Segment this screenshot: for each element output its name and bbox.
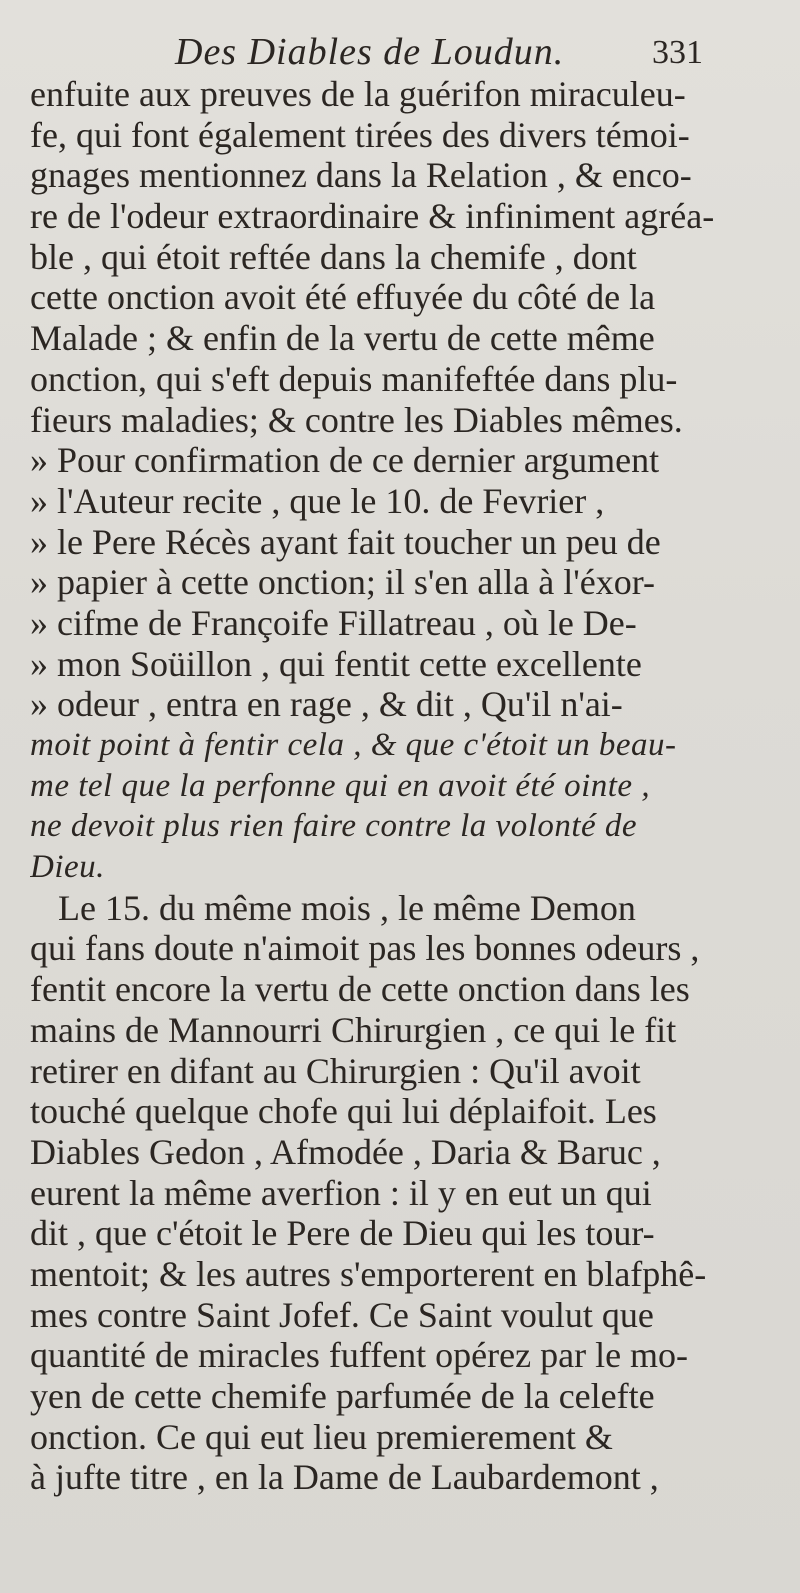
text-line: Malade ; & enfin de la vertu de cette même: [30, 318, 655, 359]
text-line: touché quelque chofe qui lui déplaifoit. Les: [30, 1091, 657, 1132]
quoted-line: » le Pere Récès ayant fait toucher un peu de: [30, 521, 661, 562]
text-line: enfuite aux preuves de la guérifon miraculeu-: [30, 74, 686, 114]
italic-line: moit point à fentir cela , & que c'étoit un beau-: [30, 727, 677, 763]
running-title: Des Diables de Loudun.: [175, 31, 565, 73]
text-line: mains de Mannourri Chirurgien , ce qui le fit: [30, 1009, 677, 1050]
paragraph-start-line: Le 15. du même mois , le même Demon: [58, 887, 636, 928]
text-line: mentoit; & les autres s'emporterent en blafphê-: [30, 1253, 707, 1294]
page-number: 331: [652, 34, 703, 71]
quoted-line: » mon Soüillon , qui fentit cette excellente: [30, 643, 642, 684]
text-line: re de l'odeur extraordinaire & infiniment agréa-: [30, 196, 715, 237]
quoted-line: » odeur , entra en rage , & dit , Qu'il n'ai-: [30, 684, 623, 725]
text-line: fieurs maladies; & contre les Diables mêmes.: [30, 399, 683, 440]
text-line: fentit encore la vertu de cette onction dans les: [30, 969, 690, 1010]
text-line: cette onction avoit été effuyée du côté de la: [30, 277, 656, 318]
text-line: dit , que c'étoit le Pere de Dieu qui les tour-: [30, 1213, 655, 1254]
text-line: gnages mentionnez dans la Relation , & enco-: [30, 155, 692, 196]
text-line: yen de cette chemife parfumée de la celefte: [30, 1376, 655, 1416]
text-line: onction. Ce qui eut lieu premierement &: [30, 1416, 613, 1457]
text-line: fe, qui font également tirées des divers témoi-: [30, 114, 690, 155]
text-line: onction, qui s'eft depuis manifeftée dans plu-: [30, 358, 678, 399]
text-line: Diables Gedon , Afmodée , Daria & Baruc ,: [30, 1131, 661, 1172]
italic-line: ne devoit plus rien faire contre la volonté de: [30, 808, 638, 845]
text-line: retirer en difant au Chirurgien : Qu'il avoit: [30, 1050, 641, 1091]
quoted-line: » l'Auteur recite , que le 10. de Fevrier ,: [30, 480, 605, 521]
text-line: à jufte titre , en la Dame de Laubardemont ,: [30, 1457, 659, 1498]
quoted-line: » Pour confirmation de ce dernier argument: [30, 440, 660, 481]
text-line: quantité de miracles fuffent opérez par le mo-: [30, 1335, 689, 1376]
running-header: [0, 30, 800, 74]
text-line: mes contre Saint Jofef. Ce Saint voulut que: [30, 1294, 654, 1335]
text-line: eurent la même averfion : il y en eut un qui: [30, 1172, 652, 1213]
blank-page-area: [0, 1060, 800, 1593]
text-line: ble , qui étoit reftée dans la chemife , dont: [30, 236, 637, 277]
italic-line: Dieu.: [30, 849, 105, 886]
quoted-line: » cifme de Françoife Fillatreau , où le De-: [30, 602, 637, 643]
text-line: qui fans doute n'aimoit pas les bonnes odeurs ,: [30, 928, 700, 969]
italic-line: me tel que la perfonne qui en avoit été ointe ,: [30, 767, 651, 804]
quoted-line: » papier à cette onction; il s'en alla à l'éxor-: [30, 562, 655, 603]
